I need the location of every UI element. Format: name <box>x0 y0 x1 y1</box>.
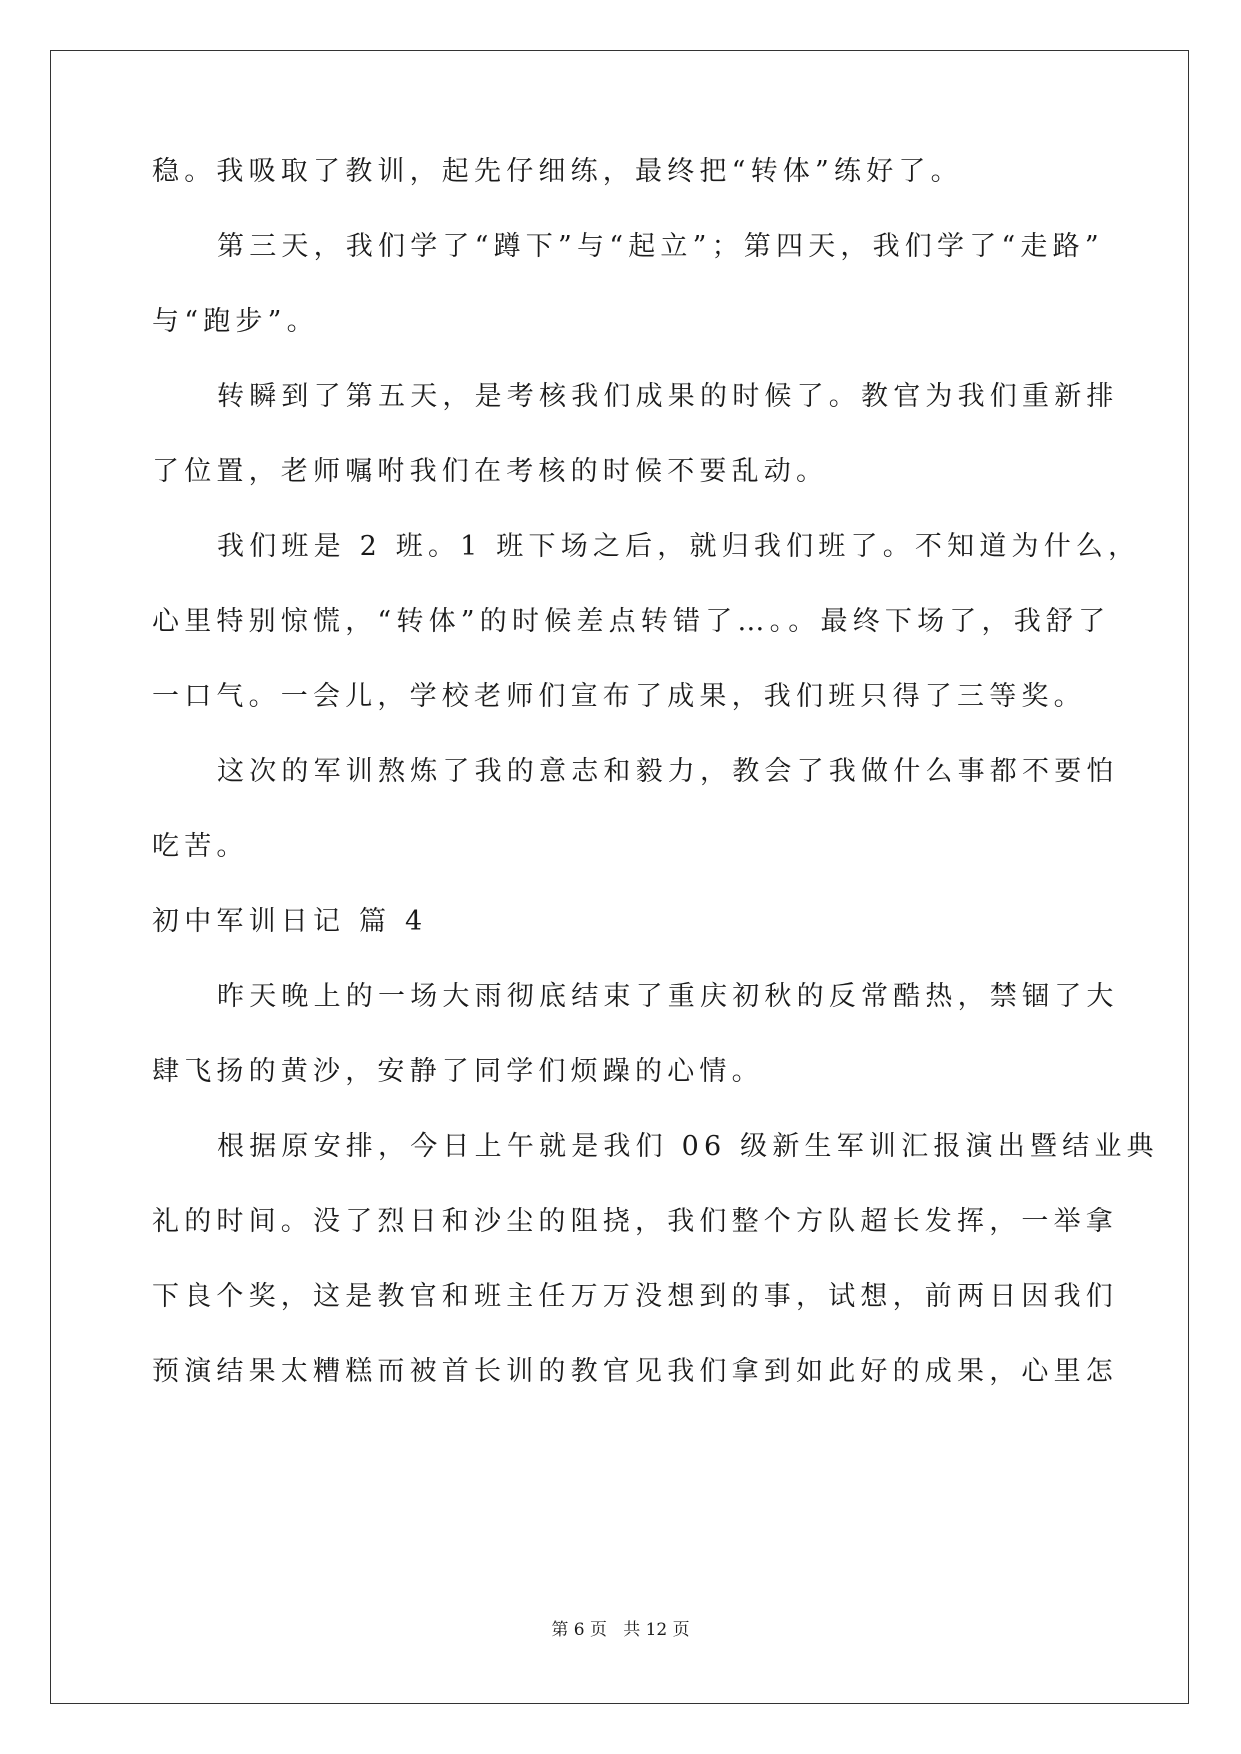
body-line: 礼的时间。没了烈日和沙尘的阻挠，我们整个方队超长发挥，一举拿 <box>152 1206 1118 1237</box>
body-line: 一口气。一会儿，学校老师们宣布了成果，我们班只得了三等奖。 <box>152 681 1086 712</box>
page-border <box>50 50 1189 1704</box>
body-line: 了位置，老师嘱咐我们在考核的时候不要乱动。 <box>152 456 829 487</box>
body-line: 心里特别惊慌，“转体”的时候差点转错了…。。最终下场了，我舒了 <box>152 606 1111 637</box>
paragraph-first-line: 这次的军训熬炼了我的意志和毅力，教会了我做什么事都不要怕 <box>217 756 1119 787</box>
paragraph-first-line: 根据原安排，今日上午就是我们 06 级新生军训汇报演出暨结业典 <box>217 1131 1159 1162</box>
body-line: 与“跑步”。 <box>152 306 319 337</box>
section-heading: 初中军训日记 篇 4 <box>152 906 428 937</box>
body-line: 稳。我吸取了教训，起先仔细练，最终把“转体”练好了。 <box>152 156 963 187</box>
body-line: 下良个奖，这是教官和班主任万万没想到的事，试想，前两日因我们 <box>152 1281 1118 1312</box>
page-number-footer: 第 6 页 共 12 页 <box>551 1620 690 1640</box>
paragraph-first-line: 昨天晚上的一场大雨彻底结束了重庆初秋的反常酷热，禁锢了大 <box>217 981 1119 1012</box>
paragraph-first-line: 第三天，我们学了“蹲下”与“起立”；第四天，我们学了“走路” <box>217 231 1104 262</box>
body-line: 肆飞扬的黄沙，安静了同学们烦躁的心情。 <box>152 1056 764 1087</box>
body-line: 预演结果太糟糕而被首长训的教官见我们拿到如此好的成果，心里怎 <box>152 1356 1118 1387</box>
body-line: 吃苦。 <box>152 831 249 862</box>
paragraph-first-line: 转瞬到了第五天，是考核我们成果的时候了。教官为我们重新排 <box>217 381 1119 412</box>
paragraph-first-line: 我们班是 2 班。1 班下场之后，就归我们班了。不知道为什么， <box>217 531 1141 562</box>
